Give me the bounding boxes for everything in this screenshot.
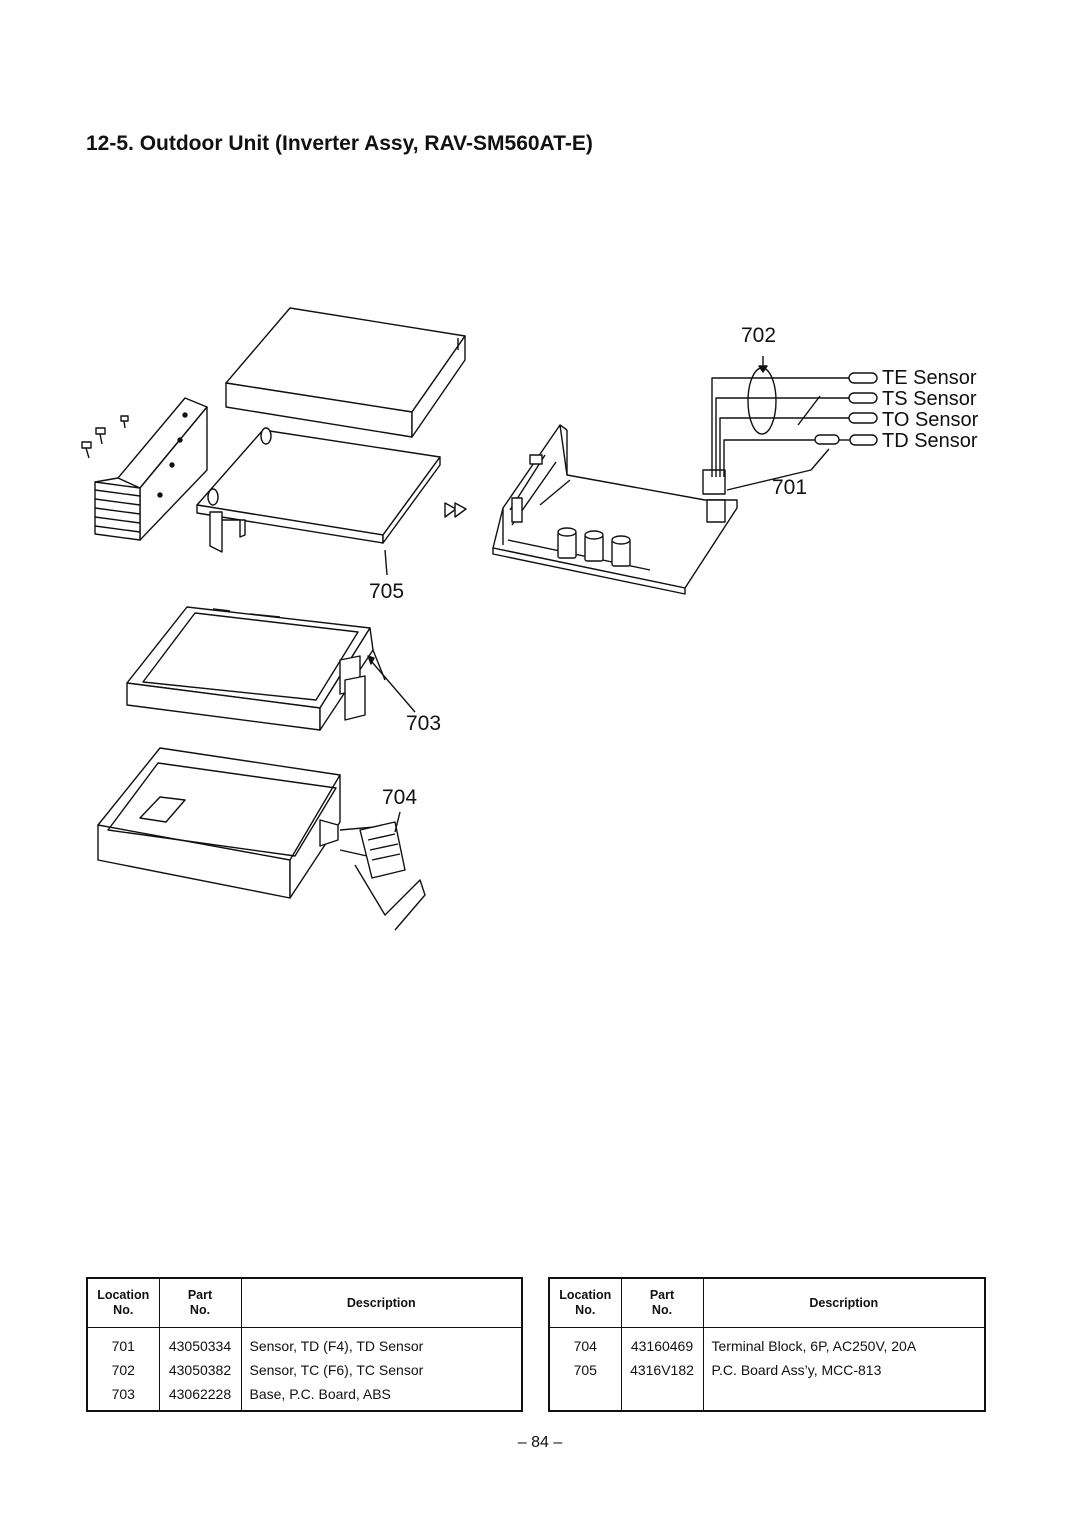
sensor-probes [815,373,877,445]
sensor-board [493,425,737,594]
table-row [549,1328,985,1359]
location-cell: 704 [549,1328,621,1359]
header-description: Description [241,1278,522,1328]
part-cell: 43160469 [621,1328,703,1359]
cover-lid [226,308,465,437]
location-cell: 702 [87,1358,159,1382]
location-cell [549,1382,621,1411]
table-row [549,1358,985,1382]
description-cell: Sensor, TC (F6), TC Sensor [249,1362,424,1378]
table-row [549,1382,985,1411]
part-cell: 43062228 [159,1382,241,1411]
terminal-box [98,748,425,930]
parts-table-left [86,1277,523,1412]
part-cell [621,1382,703,1411]
part-cell: 4316V182 [621,1358,703,1382]
sensor-label-ts: TS Sensor [882,388,977,410]
header-location: Location No. [549,1278,621,1328]
part-cell: 43050382 [159,1358,241,1382]
parts-table-right [548,1277,986,1412]
header-part: Part No. [621,1278,703,1328]
description-cell: P.C. Board Ass’y, MCC-813 [711,1362,882,1378]
location-cell: 701 [87,1328,159,1359]
description-cell: Base, P.C. Board, ABS [249,1386,391,1402]
sensor-label-td: TD Sensor [882,430,978,452]
description-cell: Sensor, TD (F4), TD Sensor [249,1338,424,1354]
base-tray [127,607,415,730]
callout-702: 702 [741,324,777,347]
location-cell: 705 [549,1358,621,1382]
sensor-label-to: TO Sensor [882,409,979,431]
callout-701: 701 [772,476,808,499]
table-header-row [87,1278,522,1328]
callout-704: 704 [382,786,418,809]
header-part: Part No. [159,1278,241,1328]
pcb-board [197,428,440,552]
header-description: Description [703,1278,985,1328]
sensor-label-te: TE Sensor [882,367,977,389]
table-header-row [549,1278,985,1328]
heatsink [95,398,207,540]
header-location: Location No. [87,1278,159,1328]
part-cell: 43050334 [159,1328,241,1359]
page-number: – 84 – [517,1434,563,1451]
description-cell [703,1382,985,1411]
sensor-leads [712,356,850,490]
location-cell: 703 [87,1382,159,1411]
callout-703: 703 [406,712,442,735]
description-cell: Terminal Block, 6P, AC250V, 20A [711,1338,917,1354]
screws [82,416,128,458]
callout-705: 705 [369,580,405,603]
table-row [87,1382,522,1411]
page-title: 12-5. Outdoor Unit (Inverter Assy, RAV-SM560AT-E) [86,132,593,155]
table-row [87,1328,522,1359]
table-row [87,1358,522,1382]
